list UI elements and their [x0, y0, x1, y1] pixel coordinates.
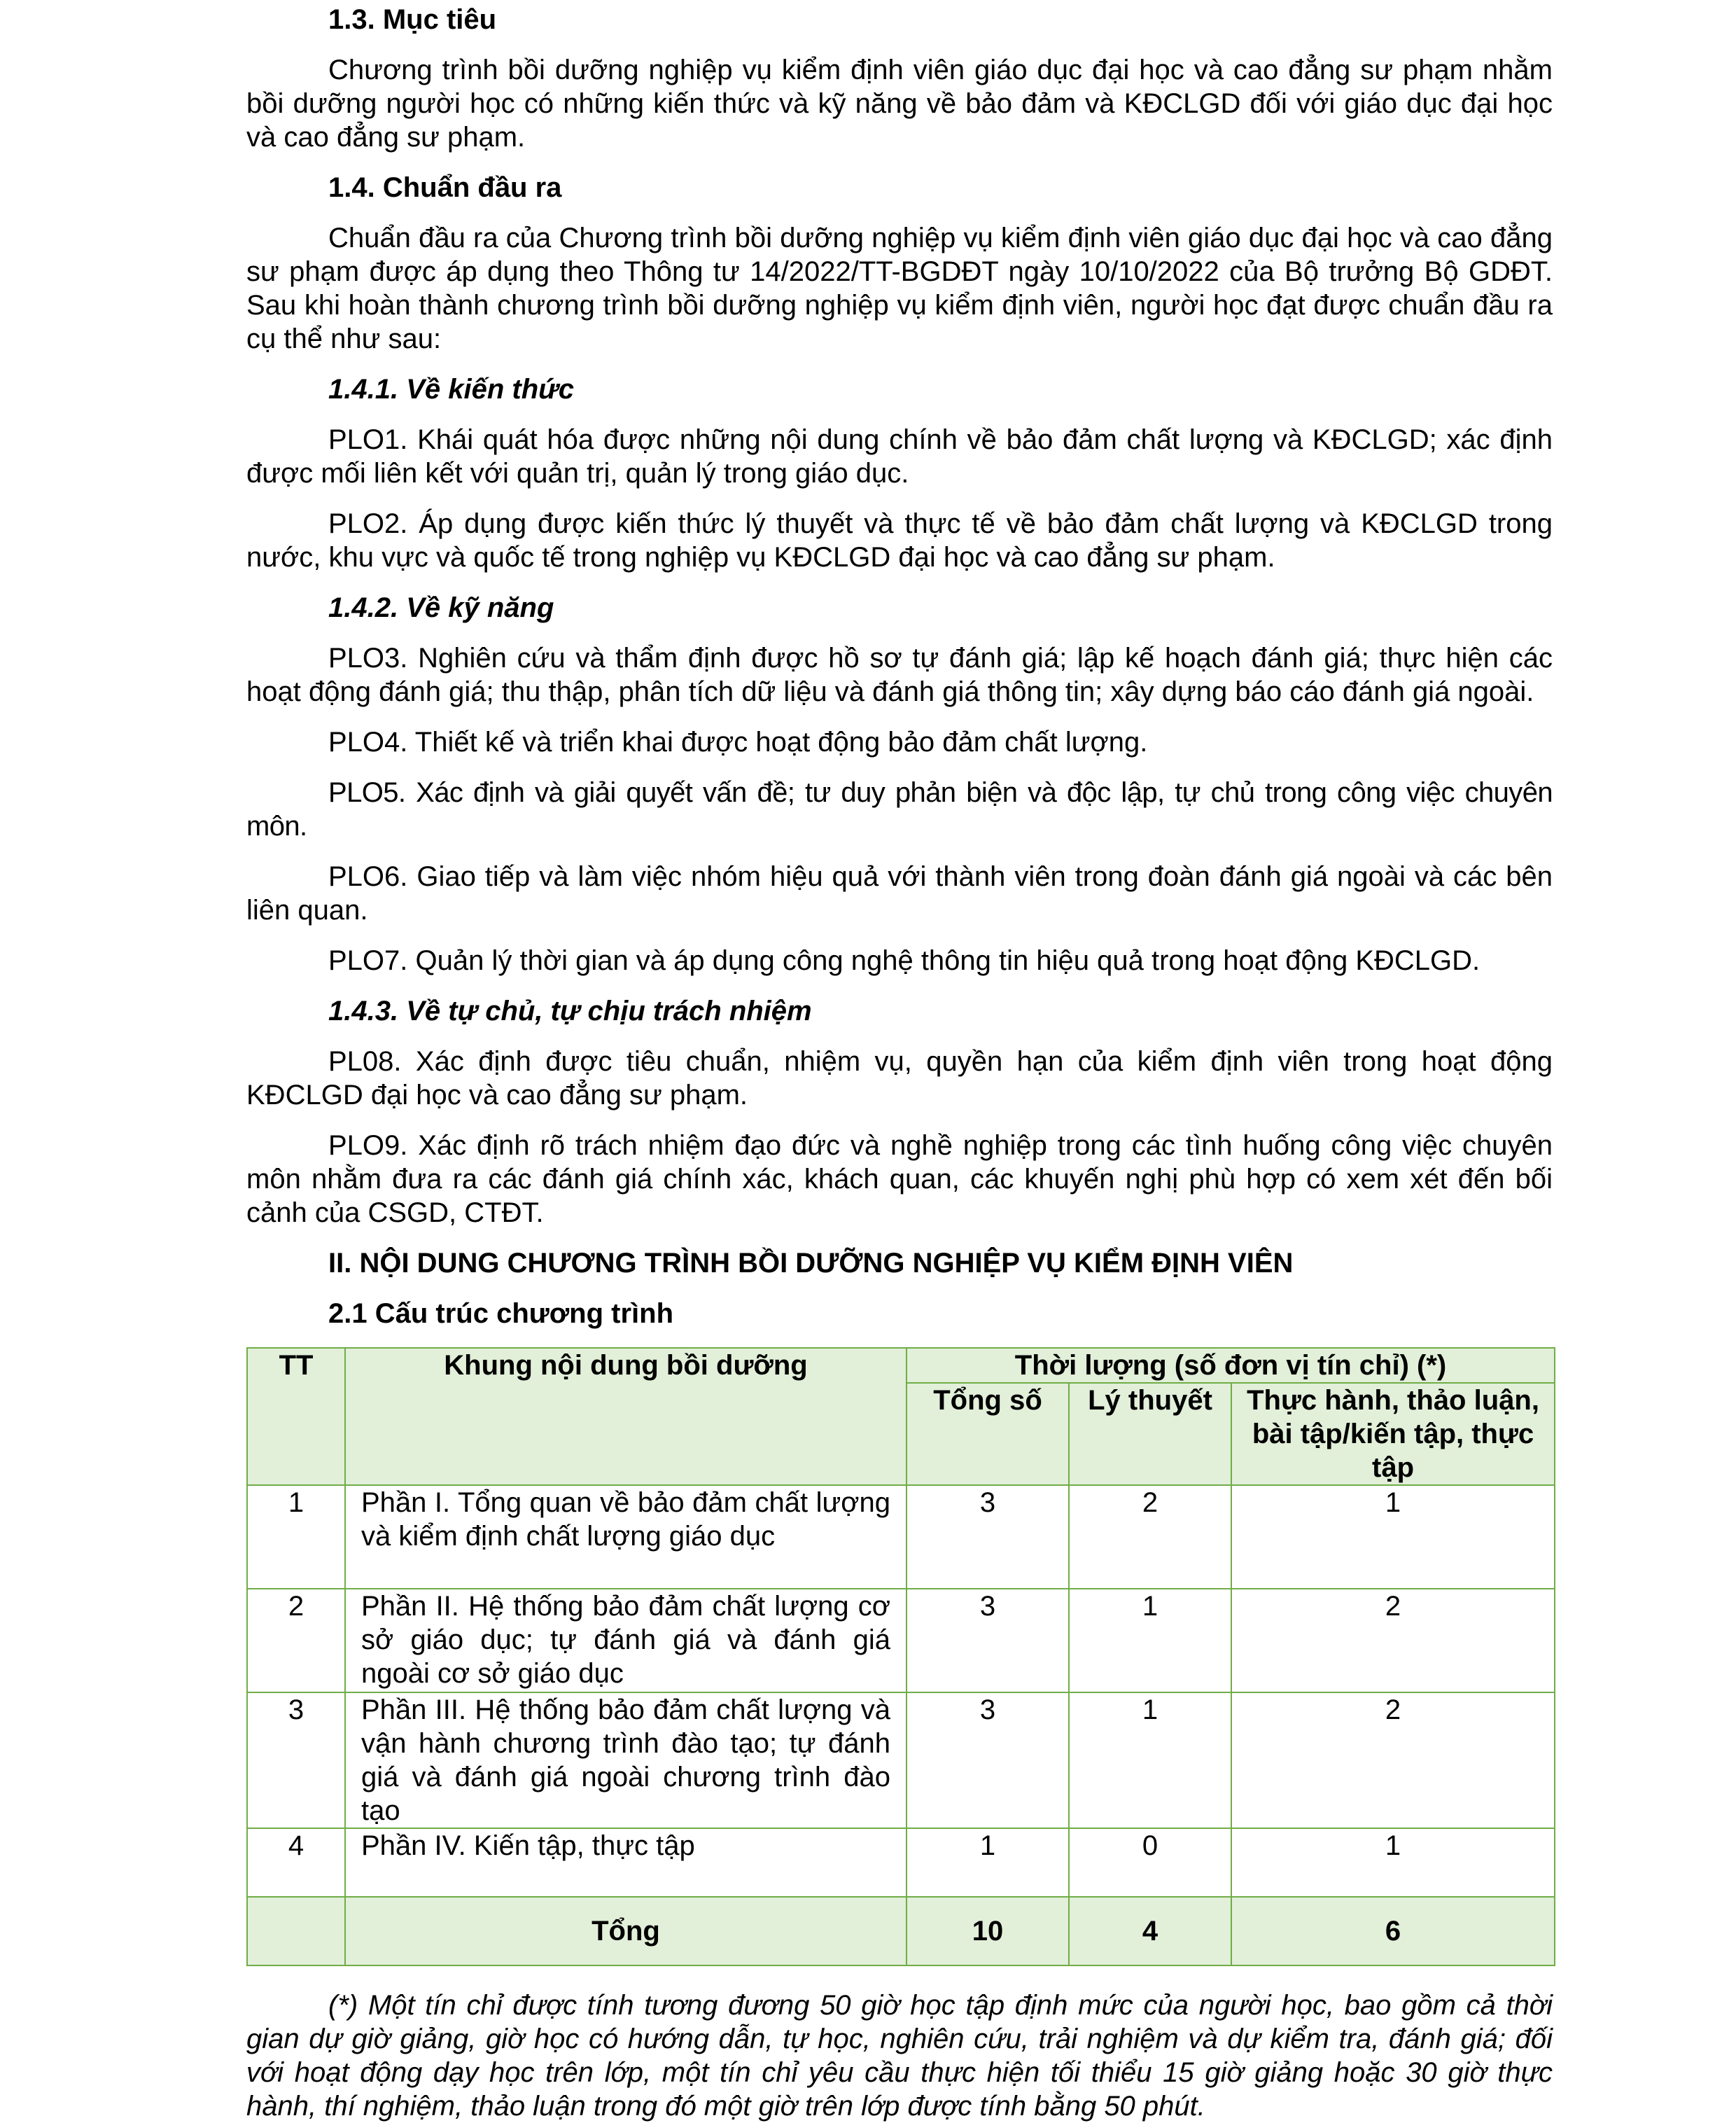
- table-row: [247, 1692, 1555, 1828]
- plo7-text: PLO7. Quản lý thời gian và áp dụng công nghệ thông tin hiệu quả trong hoạt động KĐCLGD.: [328, 945, 1480, 976]
- cell-total: 3: [906, 1692, 1069, 1828]
- heading-1-4: 1.4. Chuẩn đầu ra: [328, 172, 562, 203]
- cell-content: Phần I. Tổng quan về bảo đảm chất lượng và kiểm định chất lượng giáo dục: [345, 1485, 906, 1589]
- table-row: [247, 1485, 1555, 1589]
- cell-content: Phần III. Hệ thống bảo đảm chất lượng và vận hành chương trình đào tạo; tự đánh giá và đánh giá ngoài chương trình đào tạo: [345, 1692, 906, 1828]
- cell-theory: 2: [1069, 1485, 1231, 1589]
- header-total: Tổng số: [906, 1383, 1069, 1485]
- plo5-text: PLO5. Xác định và giải quyết vấn đề; tư duy phản biện và độc lập, tự chủ trong công việc chuyên môn.: [246, 777, 1553, 842]
- cell-total-sum: 10: [906, 1897, 1069, 1965]
- cell-tt: 3: [247, 1692, 345, 1828]
- cell-total-label: Tổng: [345, 1897, 906, 1965]
- heading-1-4-2: 1.4.2. Về kỹ năng: [328, 592, 554, 623]
- cell-practice: 1: [1231, 1485, 1555, 1589]
- cell-content: Phần IV. Kiến tập, thực tập: [345, 1828, 906, 1897]
- plo8-text: PL08. Xác định được tiêu chuẩn, nhiệm vụ, quyền hạn của kiểm định viên trong hoạt động KĐCLGD đại học và cao đẳng sư phạm.: [246, 1046, 1553, 1111]
- header-duration: Thời lượng (số đơn vị tín chỉ) (*): [906, 1348, 1555, 1383]
- plo1-text: PLO1. Khái quát hóa được những nội dung chính về bảo đảm chất lượng và KĐCLGD; xác định được mối liên kết với quản trị, quản lý trong giáo dục.: [246, 424, 1553, 489]
- header-theory: Lý thuyết: [1069, 1383, 1231, 1485]
- plo9-text: PLO9. Xác định rõ trách nhiệm đạo đức và nghề nghiệp trong các tình huống công việc chuyên môn nhằm đưa ra các đánh giá chính xác, khách quan, các khuyến nghị phù hợp có xem xét đến bối cảnh của CSGD, CTĐT.: [246, 1130, 1553, 1228]
- plo6-text: PLO6. Giao tiếp và làm việc nhóm hiệu quả với thành viên trong đoàn đánh giá ngoài và các bên liên quan.: [246, 861, 1553, 926]
- heading-1-4-1: 1.4.1. Về kiến thức: [328, 374, 574, 405]
- footnote-credit-definition: (*) Một tín chỉ được tính tương đương 50 giờ học tập định mức của người học, bao gồm cả thời gian dự giờ giảng, giờ học có hướng dẫn, tự học, nghiên cứu, trải nghiệm và dự kiểm tra, đánh giá; đối với hoạt động dạy học trên lớp, một tín chỉ yêu cầu thực hiện tối thiểu 15 giờ giảng hoặc 30 giờ thực hành, thí nghiệm, thảo luận trong đó một giờ trên lớp được tính bằng 50 phút.: [246, 1990, 1553, 2122]
- cell-practice: 1: [1231, 1828, 1555, 1897]
- document-body: [246, 0, 1553, 2123]
- paragraph-learning-outcomes: Chuẩn đầu ra của Chương trình bồi dưỡng nghiệp vụ kiểm định viên giáo dục đại học và cao đẳng sư phạm được áp dụng theo Thông tư 14/2022/TT-BGDĐT ngày 10/10/2022 của Bộ trưởng Bộ GDĐT. Sau khi hoàn thành chương trình bồi dưỡng nghiệp vụ kiểm định viên, người học đạt được chuẩn đầu ra cụ thể như sau:: [246, 223, 1553, 354]
- header-practice: Thực hành, thảo luận, bài tập/kiến tập, thực tập: [1231, 1383, 1555, 1485]
- cell-practice-sum: 6: [1231, 1897, 1555, 1965]
- cell-content: Phần II. Hệ thống bảo đảm chất lượng cơ sở giáo dục; tự đánh giá và đánh giá ngoài cơ sở giáo dục: [345, 1589, 906, 1692]
- cell-total: 3: [906, 1589, 1069, 1692]
- cell-practice: 2: [1231, 1589, 1555, 1692]
- table-total-row: [247, 1897, 1555, 1965]
- program-structure-table: [246, 1347, 1555, 1966]
- cell-total: 1: [906, 1828, 1069, 1897]
- cell-tt-empty: [247, 1897, 345, 1965]
- cell-practice: 2: [1231, 1692, 1555, 1828]
- cell-theory: 1: [1069, 1589, 1231, 1692]
- cell-tt: 1: [247, 1485, 345, 1589]
- table-row: [247, 1828, 1555, 1897]
- heading-1-4-3: 1.4.3. Về tự chủ, tự chịu trách nhiệm: [328, 996, 812, 1026]
- heading-2-1: 2.1 Cấu trúc chương trình: [328, 1298, 674, 1329]
- heading-1-3: 1.3. Mục tiêu: [328, 4, 497, 35]
- heading-section-2: II. NỘI DUNG CHƯƠNG TRÌNH BỒI DƯỠNG NGHIỆP VỤ KIỂM ĐỊNH VIÊN: [328, 1248, 1294, 1279]
- cell-theory-sum: 4: [1069, 1897, 1231, 1965]
- paragraph-objectives: Chương trình bồi dưỡng nghiệp vụ kiểm định viên giáo dục đại học và cao đẳng sư phạm nhằm bồi dưỡng người học có những kiến thức và kỹ năng về bảo đảm và KĐCLGD đối với giáo dục đại học và cao đẳng sư phạm.: [246, 55, 1553, 153]
- table-row: [247, 1589, 1555, 1692]
- plo4-text: PLO4. Thiết kế và triển khai được hoạt động bảo đảm chất lượng.: [328, 727, 1148, 758]
- cell-total: 3: [906, 1485, 1069, 1589]
- header-content: Khung nội dung bồi dưỡng: [345, 1348, 906, 1485]
- cell-theory: 1: [1069, 1692, 1231, 1828]
- header-tt: TT: [247, 1348, 345, 1485]
- cell-theory: 0: [1069, 1828, 1231, 1897]
- plo3-text: PLO3. Nghiên cứu và thẩm định được hồ sơ tự đánh giá; lập kế hoạch đánh giá; thực hiện các hoạt động đánh giá; thu thập, phân tích dữ liệu và đánh giá thông tin; xây dựng báo cáo đánh giá ngoài.: [246, 643, 1553, 707]
- cell-tt: 4: [247, 1828, 345, 1897]
- cell-tt: 2: [247, 1589, 345, 1692]
- plo2-text: PLO2. Áp dụng được kiến thức lý thuyết và thực tế về bảo đảm chất lượng và KĐCLGD trong nước, khu vực và quốc tế trong nghiệp vụ KĐCLGD đại học và cao đẳng sư phạm.: [246, 508, 1553, 573]
